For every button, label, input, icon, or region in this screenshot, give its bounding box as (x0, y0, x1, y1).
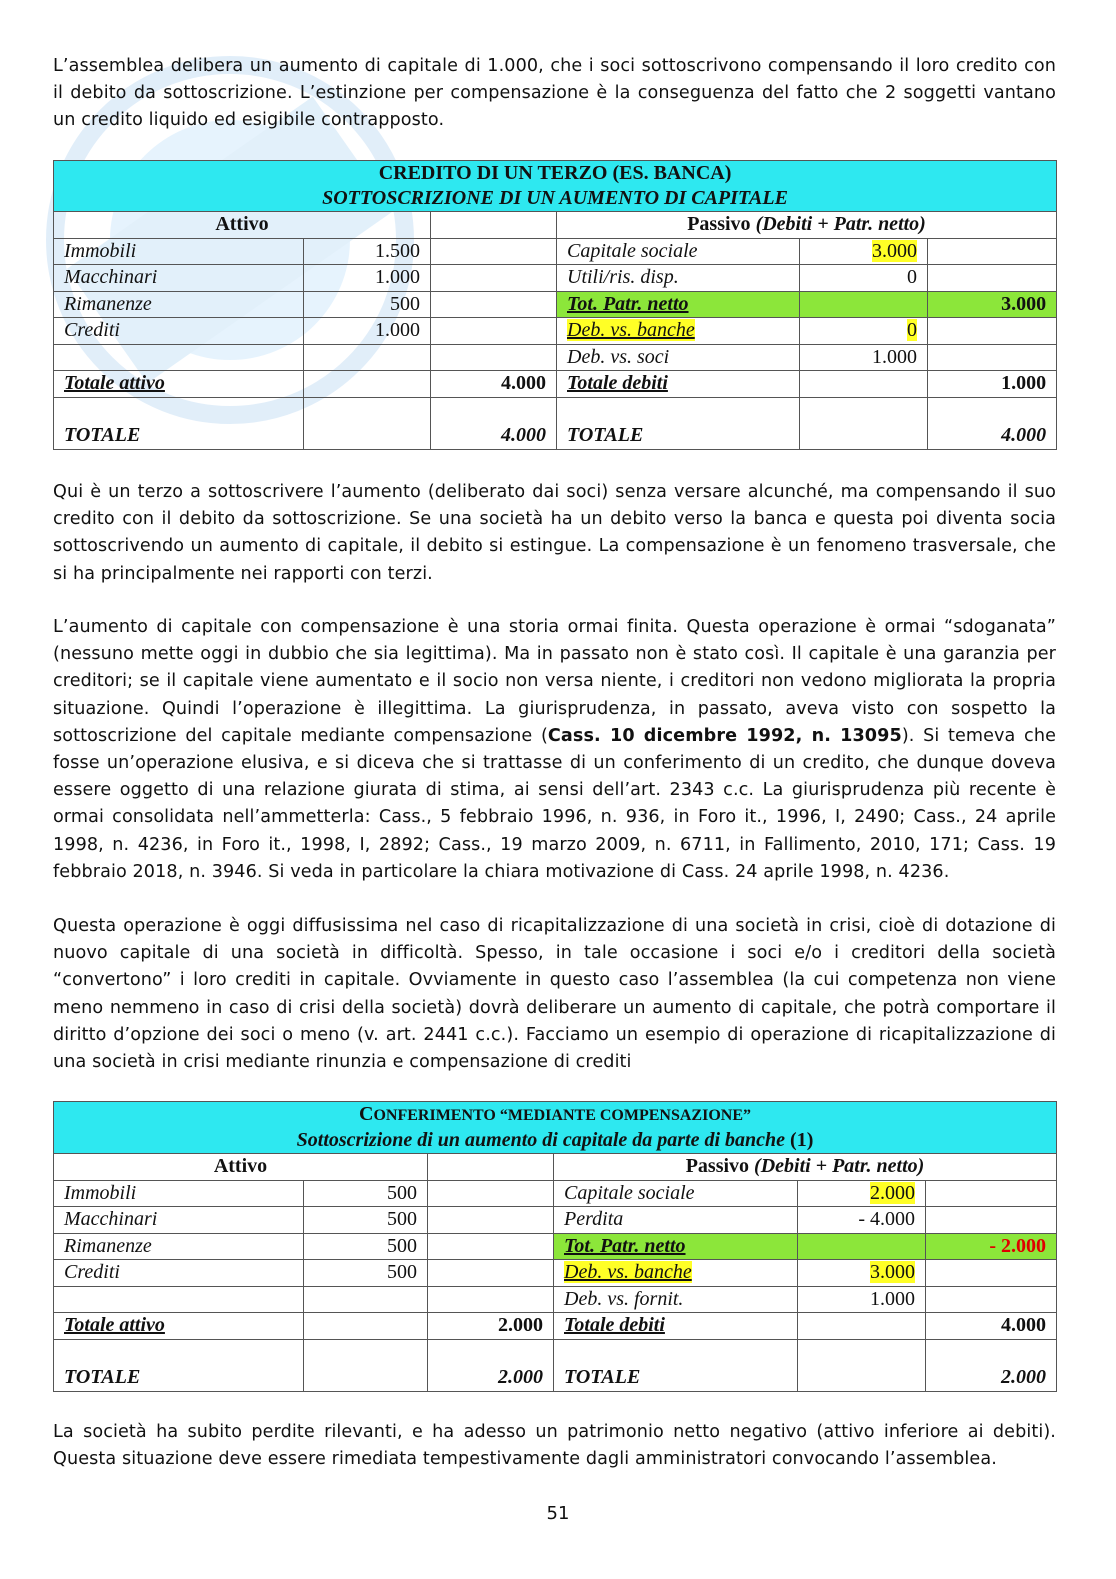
cell-totale-label: TOTALE (554, 1339, 798, 1391)
cell-passivo-label: Deb. vs. soci (557, 344, 800, 371)
cell-totale-debiti-value: 1.000 (928, 371, 1057, 398)
cell-passivo-label: Deb. vs. banche (567, 319, 695, 342)
cell-attivo-label: Macchinari (54, 1207, 304, 1234)
cell-tot-patr-netto-label: Tot. Patr. netto (557, 291, 800, 318)
cell-totale-debiti-label: Totale debiti (557, 371, 800, 398)
header-attivo: Attivo (54, 1154, 428, 1181)
paragraph-1: L’assemblea delibera un aumento di capitale di 1.000, che i soci sottoscrivono compensando il loro credito con il debito da sottoscrizione. L’estinzione per compensazione è la conseguenza del fatto che 2 soggetti vantano un credito liquido ed esigibile contrapposto. (53, 56, 1056, 131)
cell-totale-attivo-label: Totale attivo (54, 371, 304, 398)
cell-tot-patr-netto-label: Tot. Patr. netto (554, 1233, 798, 1260)
cell-passivo-label: Utili/ris. disp. (557, 265, 800, 292)
cell-totale-label: TOTALE (557, 397, 800, 449)
cell-attivo-label: Rimanenze (54, 1233, 304, 1260)
cell-attivo-value: 500 (304, 1207, 428, 1234)
cell-totale-label: TOTALE (54, 397, 304, 449)
cell-attivo-value: 1.500 (304, 238, 431, 265)
cell-tot-patr-netto-value: - 2.000 (926, 1233, 1057, 1260)
page-number: 51 (546, 1503, 570, 1524)
cell-totale-attivo-value: 2.000 (428, 1313, 554, 1340)
cell-attivo-value: 500 (304, 291, 431, 318)
table-row (54, 265, 1057, 292)
table-row (54, 318, 1057, 345)
header-attivo: Attivo (54, 212, 431, 239)
table-row (54, 1180, 1057, 1207)
paragraph-3: L’aumento di capitale con compensazione è una storia ormai finita. Questa operazione è ormai “sdoganata” (nessuno mette oggi in dubbio che sia legittima). Ma in passato non è stato così. Il capitale è una garanzia per creditori; se il capitale viene aumentato e il socio non versa niente, i creditori non vedono migliorata la propria situazione. Quindi l’operazione è illegittima. La giurisprudenza, in passato, aveva visto con sospetto la sottoscrizione del capitale mediante compensazione (Cass. 10 dicembre 1992, n. 13095). Si temeva che fosse un’operazione elusiva, e si diceva che si trattasse di un conferimento di un credito, che dunque doveva essere oggetto di una relazione giurata di stima, ai sensi dell’art. 2343 c.c. La giurisprudenza più recente è ormai consolidata nell’ammetterla: Cass., 5 febbraio 1996, n. 936, in Foro it., 1996, I, 2490; Cass., 24 aprile 1998, n. 4236, in Foro it., 1998, I, 2892; Cass., 19 marzo 2009, n. 6711, in Fallimento, 2010, 171; Cass. 19 febbraio 2018, n. 3946. Si veda in particolare la chiara motivazione di Cass. 24 aprile 1998, n. 4236. (53, 617, 1056, 882)
paragraph-5: La società ha subito perdite rilevanti, e ha adesso un patrimonio netto negativo (attivo inferiore ai debiti). Questa situazione deve essere rimediata tempestivamente dagli amministratori convocando l’assemblea. (53, 1422, 1056, 1470)
cell-totale-passivo: 4.000 (928, 397, 1057, 449)
cell-totale-debiti-label: Totale debiti (554, 1313, 798, 1340)
table-row (54, 1207, 1057, 1234)
cell-passivo-label: Deb. vs. fornit. (554, 1286, 798, 1313)
paragraph-2: Qui è un terzo a sottoscrivere l’aumento (deliberato dai soci) senza versare alcunché, ma compensando il suo credito con il debito da sottoscrizione. Se una società ha un debito verso la banca e questa poi diventa socia sottoscrivendo un aumento di capitale, il debito si estingue. La compensazione è un fenomeno trasversale, che si ha principalmente nei rapporti con terzi. (53, 482, 1056, 584)
cell-totale-attivo: 4.000 (431, 397, 557, 449)
cell-passivo-value: 3.000 (872, 239, 917, 262)
table-row (54, 1233, 1057, 1260)
cell-totale-attivo-label: Totale attivo (54, 1313, 304, 1340)
balance-table-1 (53, 160, 1057, 450)
cell-attivo-value: 500 (304, 1260, 428, 1287)
table-row (54, 1286, 1057, 1313)
cell-passivo-label: Capitale sociale (557, 238, 800, 265)
table-title-line-1: CREDITO DI UN TERZO (ES. BANCA) (378, 162, 732, 184)
cell-attivo-label: Immobili (54, 1180, 304, 1207)
table-title-line-2: Sottoscrizione di un aumento di capitale da parte di banche (1) (296, 1129, 814, 1151)
header-passivo: Passivo (Debiti + Patr. netto) (557, 212, 1057, 239)
cell-totale-passivo: 2.000 (926, 1339, 1057, 1391)
cell-attivo-value: 500 (304, 1233, 428, 1260)
cell-passivo-label: Deb. vs. banche (564, 1261, 692, 1284)
cell-totale-label: TOTALE (54, 1339, 304, 1391)
cell-passivo-label: Perdita (554, 1207, 798, 1234)
cell-attivo-value: 500 (304, 1180, 428, 1207)
table-row-grand-total (54, 397, 1057, 449)
table-row-totals (54, 371, 1057, 398)
table-row-totals (54, 1313, 1057, 1340)
cell-totale-attivo-value: 4.000 (431, 371, 557, 398)
paragraph-4: Questa operazione è oggi diffusissima nel caso di ricapitalizzazione di una società in crisi, cioè di dotazione di nuovo capitale di una società in difficoltà. Spesso, in tale occasione i soci e/o i creditori della società “convertono” i loro crediti in capitale. Ovviamente in questo caso l’assemblea (la cui competenza non viene meno nemmeno in caso di crisi della società) dovrà deliberare un aumento di capitale, che potrà comportare il diritto d’opzione dei soci o meno (v. art. 2441 c.c.). Facciamo un esempio di operazione di ricapitalizzazione di una società in crisi mediante rinunzia e compensazione di crediti (53, 916, 1056, 1073)
cell-attivo-value: 1.000 (304, 265, 431, 292)
table-row (54, 344, 1057, 371)
cell-passivo-value: 1.000 (798, 1286, 926, 1313)
table-title-line-2: SOTTOSCRIZIONE DI UN AUMENTO DI CAPITALE (322, 187, 788, 209)
cell-attivo-label: Macchinari (54, 265, 304, 292)
cell-attivo-label: Crediti (54, 1260, 304, 1287)
cell-attivo-label: Immobili (54, 238, 304, 265)
cell-passivo-value: - 4.000 (798, 1207, 926, 1234)
balance-table-2 (53, 1101, 1057, 1392)
table-row (54, 291, 1057, 318)
cell-attivo-label: Rimanenze (54, 291, 304, 318)
cell-tot-patr-netto-value: 3.000 (928, 291, 1057, 318)
header-passivo: Passivo (Debiti + Patr. netto) (554, 1154, 1057, 1181)
cell-attivo-label: Crediti (54, 318, 304, 345)
cell-attivo-value: 1.000 (304, 318, 431, 345)
cell-passivo-value: 3.000 (870, 1261, 915, 1284)
table-title-line-1: CONFERIMENTO “MEDIANTE COMPENSAZIONE” (359, 1103, 751, 1125)
cell-totale-debiti-value: 4.000 (926, 1313, 1057, 1340)
table-row (54, 1260, 1057, 1287)
cell-passivo-value: 2.000 (870, 1181, 915, 1204)
table-row (54, 238, 1057, 265)
table-title (54, 161, 1057, 212)
table-title (54, 1102, 1057, 1154)
table-row-grand-total (54, 1339, 1057, 1391)
cell-passivo-label: Capitale sociale (554, 1180, 798, 1207)
cell-passivo-value: 1.000 (800, 344, 928, 371)
cell-passivo-value: 0 (907, 319, 917, 342)
cell-passivo-value: 0 (800, 265, 928, 292)
cell-totale-attivo: 2.000 (428, 1339, 554, 1391)
